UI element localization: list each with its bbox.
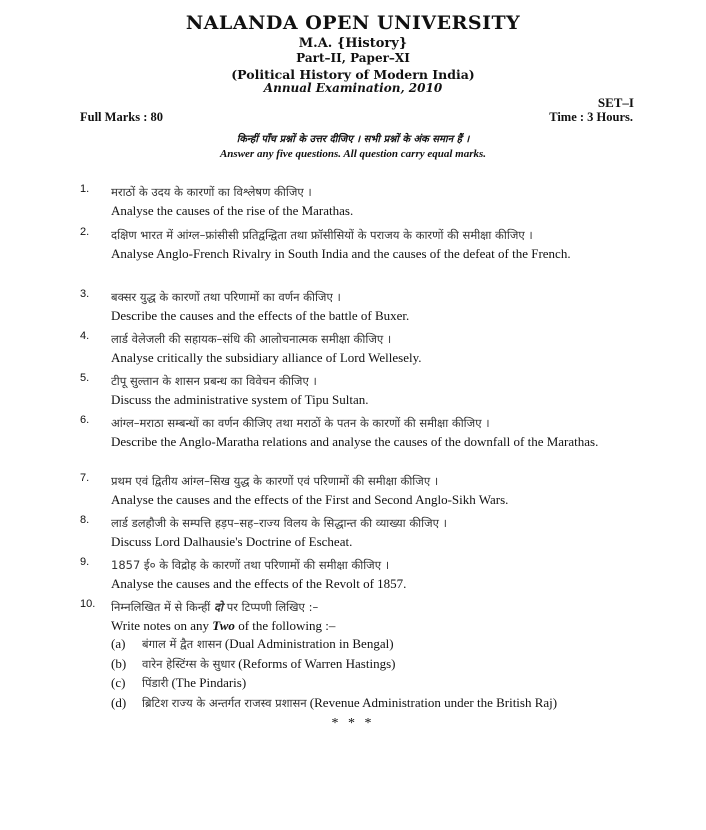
question	[80, 414, 634, 450]
english-text: of the following :–	[234, 618, 336, 633]
instruction-hindi: किन्हीं पाँच प्रश्नों के उत्तर दीजिए । सभी प्रश्नों के अंक समान हैं ।	[236, 134, 470, 145]
question-english	[111, 618, 634, 634]
question-hindi: 1857 ई० के विद्रोह के कारणों तथा परिणामों की समीक्षा कीजिए ।	[111, 558, 390, 572]
option-text	[142, 636, 394, 652]
note-options	[111, 636, 634, 714]
option-hindi: बंगाल में द्वैत शासन	[142, 637, 222, 651]
option-english: (Revenue Administration under the British Raj)	[309, 694, 558, 710]
set-label: SET–I	[597, 95, 634, 110]
option-hindi: वारेन हेस्टिंग्स के सुधार	[142, 656, 236, 671]
question-english: Analyse critically the subsidiary alliance of Lord Wellesely.	[111, 350, 422, 365]
paper-subject: (Political History of Modern India)	[231, 67, 475, 82]
option-text	[142, 675, 246, 691]
question-number: 7.	[80, 472, 90, 484]
question-number: 1.	[80, 183, 90, 195]
question	[80, 372, 634, 408]
question-english: Discuss Lord Dalhausie's Doctrine of Escheat.	[111, 534, 353, 549]
hindi-emphasis: दो	[213, 600, 224, 614]
exam-name: Annual Examination, 2010	[263, 81, 443, 95]
question-english: Analyse the causes of the rise of the Marathas.	[111, 203, 354, 218]
question	[80, 330, 634, 366]
question-english: Describe the causes and the effects of the battle of Buxer.	[111, 308, 410, 323]
degree-title: M.A. {History}	[298, 36, 408, 51]
option-english: (Dual Administration in Bengal)	[224, 636, 394, 651]
option-text	[142, 695, 557, 711]
question-hindi: लार्ड वेलेजली की सहायक–संधि की आलोचनात्मक समीक्षा कीजिए ।	[111, 332, 392, 346]
time-limit: Time : 3 Hours.	[549, 110, 633, 124]
instruction-english: Answer any five questions. All question carry equal marks.	[219, 148, 487, 160]
question	[80, 288, 634, 324]
question-english: Analyse the causes and the effects of the Revolt of 1857.	[111, 576, 407, 591]
question-number: 6.	[80, 414, 90, 426]
english-text: Write notes on any	[111, 618, 213, 633]
question-hindi	[111, 598, 634, 617]
question-number: 5.	[80, 372, 90, 384]
question-hindi: दक्षिण भारत में आंग्ल–फ्रांसीसी प्रतिद्वन्द्विता तथा फ्रॉसीसियों के पराजय के कारणों की समीक्षा कीजिए ।	[111, 228, 533, 242]
english-emphasis: Two	[212, 618, 235, 633]
paper-part: Part–II, Paper–XI	[296, 51, 410, 65]
option-hindi: पिंडारी	[142, 676, 169, 690]
question-number: 4.	[80, 330, 90, 342]
option-hindi: ब्रिटिश राज्य के अन्तर्गत राजस्व प्रशासन	[142, 695, 307, 710]
question-hindi: बक्सर युद्ध के कारणों तथा परिणामों का वर्णन कीजिए ।	[111, 290, 341, 304]
hindi-text: निम्नलिखित में से किन्हीं	[111, 600, 214, 614]
option-english: (Reforms of Warren Hastings)	[238, 655, 396, 671]
hindi-text: पर टिप्पणी लिखिए :–	[223, 600, 319, 614]
question-hindi: मराठों के उदय के कारणों का विश्लेषण कीजिए ।	[111, 185, 312, 199]
end-of-paper-mark: * * *	[331, 716, 375, 731]
question-number: 9.	[80, 556, 90, 568]
question-number: 8.	[80, 514, 90, 526]
question-number: 3.	[80, 288, 90, 300]
full-marks: Full Marks : 80	[80, 110, 163, 124]
question-english: Describe the Anglo-Maratha relations and analyse the causes of the downfall of the Marathas.	[111, 434, 599, 449]
option-text	[142, 656, 395, 672]
university-name: NALANDA OPEN UNIVERSITY	[185, 12, 521, 34]
question-hindi: लार्ड डलहौजी के सम्पत्ति हड़प–सह–राज्य विलय के सिद्धान्त की व्याख्या कीजिए ।	[111, 516, 448, 530]
option-letter: (a)	[111, 636, 126, 651]
question	[80, 183, 634, 219]
note-option	[111, 656, 634, 676]
option-letter: (c)	[111, 675, 126, 690]
question	[80, 514, 634, 550]
question-number: 2.	[80, 226, 90, 238]
note-option	[111, 636, 634, 656]
note-option	[111, 695, 634, 715]
question-hindi: आंग्ल–मराठा सम्बन्धों का वर्णन कीजिए तथा मराठों के पतन के कारणों की समीक्षा कीजिए ।	[111, 416, 490, 430]
note-option	[111, 675, 634, 695]
question-number: 10.	[80, 598, 96, 610]
question-hindi: टीपू सुल्तान के शासन प्रबन्ध का विवेचन कीजिए ।	[111, 374, 317, 388]
question-english: Discuss the administrative system of Tipu Sultan.	[111, 392, 369, 407]
option-english: (The Pindaris)	[171, 675, 247, 690]
question	[80, 472, 634, 508]
question	[80, 226, 634, 262]
question-english: Analyse Anglo-French Rivalry in South India and the causes of the defeat of the French.	[111, 246, 571, 261]
question-english: Analyse the causes and the effects of the First and Second Anglo-Sikh Wars.	[111, 492, 509, 507]
question-hindi: प्रथम एवं द्वितीय आंग्ल–सिख युद्ध के कारणों एवं परिणामों की समीक्षा कीजिए ।	[111, 474, 439, 488]
option-letter: (d)	[111, 694, 127, 710]
question-10	[80, 598, 634, 714]
question	[80, 556, 634, 592]
option-letter: (b)	[111, 655, 127, 671]
